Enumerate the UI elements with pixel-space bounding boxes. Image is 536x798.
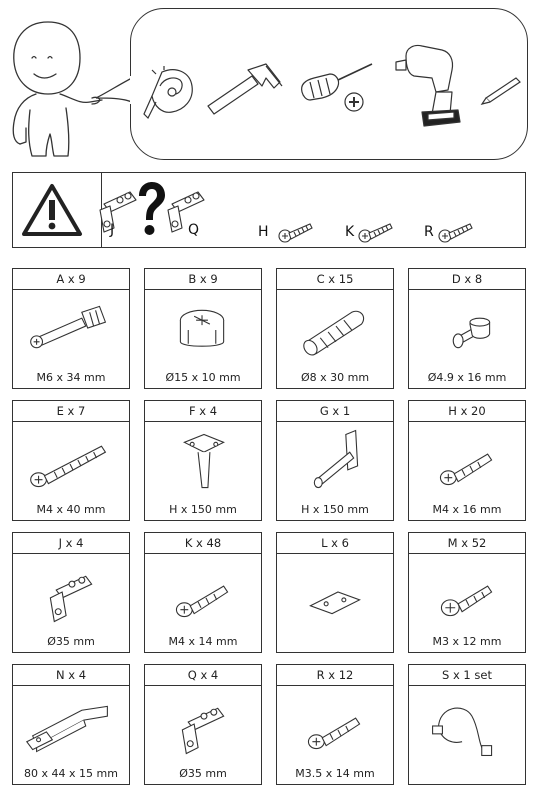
push-latch-icon xyxy=(13,686,129,764)
part-card xyxy=(144,532,262,653)
part-dimension-label: M6 x 34 mm xyxy=(36,371,106,384)
part-dimension-label: Ø35 mm xyxy=(47,635,95,648)
warning-label-q: Q xyxy=(188,222,200,238)
part-count-label: E x 7 xyxy=(13,401,129,422)
part-count-label: A x 9 xyxy=(13,269,129,290)
part-count-label: K x 48 xyxy=(145,533,261,554)
part-card xyxy=(408,664,526,785)
part-card xyxy=(408,268,526,389)
part-count-label: D x 8 xyxy=(409,269,525,290)
part-card xyxy=(12,268,130,389)
screw-icon xyxy=(356,220,396,246)
hinge-icon xyxy=(13,554,129,632)
part-count-label: R x 12 xyxy=(277,665,393,686)
screw-icon xyxy=(276,220,316,246)
furniture-leg-icon xyxy=(145,422,261,500)
part-card xyxy=(144,400,262,521)
part-card xyxy=(12,532,130,653)
warning-label-j: J xyxy=(110,222,115,238)
hammer-icon xyxy=(204,62,286,120)
part-card xyxy=(144,268,262,389)
screw-icon xyxy=(277,686,393,764)
part-count-label: L x 6 xyxy=(277,533,393,554)
part-card xyxy=(276,664,394,785)
power-drill-icon xyxy=(392,40,464,134)
part-count-label: G x 1 xyxy=(277,401,393,422)
warning-label-h: H xyxy=(258,224,269,240)
question-mark-icon xyxy=(134,180,168,238)
part-dimension-label: Ø15 x 10 mm xyxy=(165,371,241,384)
part-dimension-label: M4 x 40 mm xyxy=(36,503,106,516)
wood-dowel-icon xyxy=(277,290,393,368)
part-dimension-label: Ø4.9 x 16 mm xyxy=(427,371,507,384)
long-screw-icon xyxy=(13,422,129,500)
part-dimension-label: H x 150 mm xyxy=(301,503,369,516)
part-card xyxy=(276,532,394,653)
part-count-label: F x 4 xyxy=(145,401,261,422)
part-dimension-label: M4 x 14 mm xyxy=(168,635,238,648)
part-card xyxy=(12,400,130,521)
part-card xyxy=(408,400,526,521)
part-dimension-label: H x 150 mm xyxy=(169,503,237,516)
screw-icon xyxy=(145,554,261,632)
part-count-label: H x 20 xyxy=(409,401,525,422)
part-count-label: Q x 4 xyxy=(145,665,261,686)
part-dimension-label: Ø35 mm xyxy=(179,767,227,780)
tape-measure-icon xyxy=(142,62,198,122)
screw-icon xyxy=(436,220,476,246)
warning-label-k: K xyxy=(345,224,355,240)
part-count-label: B x 9 xyxy=(145,269,261,290)
pencil-icon xyxy=(480,72,524,106)
cam-bolt-icon xyxy=(13,290,129,368)
cam-lock-icon xyxy=(145,290,261,368)
part-card xyxy=(276,268,394,389)
warning-triangle-icon xyxy=(20,182,84,238)
part-count-label: N x 4 xyxy=(13,665,129,686)
part-card xyxy=(12,664,130,785)
part-count-label: C x 15 xyxy=(277,269,393,290)
screw-icon xyxy=(409,422,525,500)
part-dimension-label: M3 x 12 mm xyxy=(432,635,502,648)
part-card xyxy=(276,400,394,521)
warning-label-r: R xyxy=(424,224,434,240)
part-count-label: M x 52 xyxy=(409,533,525,554)
part-card xyxy=(408,532,526,653)
anti-tip-strap-icon xyxy=(409,686,525,764)
bubble-tail xyxy=(90,70,134,110)
part-dimension-label: Ø8 x 30 mm xyxy=(300,371,370,384)
plate-icon xyxy=(277,554,393,632)
part-count-label: J x 4 xyxy=(13,533,129,554)
leg-plate-icon xyxy=(277,422,393,500)
part-count-label: S x 1 set xyxy=(409,665,525,686)
part-dimension-label: M4 x 16 mm xyxy=(432,503,502,516)
part-card xyxy=(144,664,262,785)
screwdriver-icon xyxy=(296,60,376,114)
hinge-icon xyxy=(145,686,261,764)
part-dimension-label: M3.5 x 14 mm xyxy=(295,767,375,780)
shelf-pin-icon xyxy=(409,290,525,368)
hinge-icon xyxy=(164,184,210,238)
pan-head-screw-icon xyxy=(409,554,525,632)
part-dimension-label: 80 x 44 x 15 mm xyxy=(24,767,118,780)
